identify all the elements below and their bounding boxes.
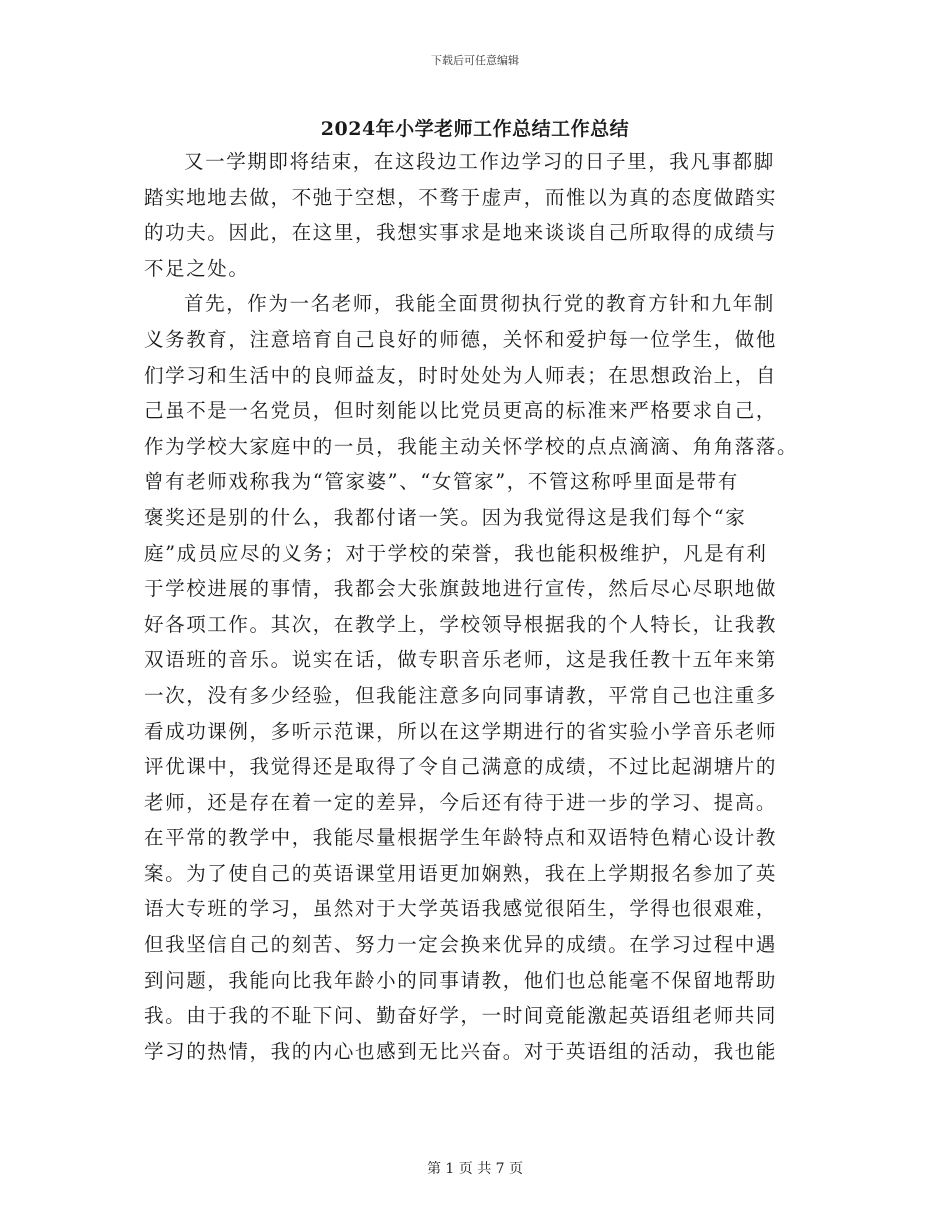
body-line: 义务教育，注意培育自己良好的师德，关怀和爱护每一位学生，做他 — [144, 327, 778, 351]
body-line: 学习的热情，我的内心也感到无比兴奋。对于英语组的活动，我也能 — [144, 1039, 778, 1063]
body-line: 曾有老师戏称我为“管家婆”、“女管家”，不管这称呼里面是带有 — [144, 470, 739, 494]
body-line: 案。为了使自己的英语课堂用语更加娴熟，我在上学期报名参加了英 — [144, 861, 778, 885]
document-body — [144, 144, 804, 1069]
body-line: 老师，还是存在着一定的差异，今后还有待于进一步的学习、提高。 — [144, 790, 778, 814]
body-line: 又一学期即将结束，在这段边工作边学习的日子里，我凡事都脚 — [184, 150, 775, 173]
body-line: 不足之处。 — [144, 256, 250, 280]
body-line: 庭”成员应尽的义务；对于学校的荣誉，我也能积极维护，凡是有利 — [144, 541, 768, 565]
body-line: 踏实地地去做，不弛于空想，不骛于虚声，而惟以为真的态度做踏实 — [144, 185, 778, 209]
body-line: 语大专班的学习，虽然对于大学英语我感觉很陌生，学得也很艰难， — [144, 897, 778, 921]
body-line: 的功夫。因此，在这里，我想实事求是地来谈谈自己所取得的成绩与 — [144, 221, 778, 245]
body-line: 好各项工作。其次，在教学上，学校领导根据我的个人特长，让我教 — [144, 612, 778, 636]
body-line: 在平常的教学中，我能尽量根据学生年龄特点和双语特色精心设计教 — [144, 826, 778, 850]
body-line: 于学校进展的事情，我都会大张旗鼓地进行宣传，然后尽心尽职地做 — [144, 577, 778, 601]
body-line: 看成功课例，多听示范课，所以在这学期进行的省实验小学音乐老师 — [144, 719, 778, 743]
body-line: 评优课中，我觉得还是取得了令自己满意的成绩，不过比起湖塘片的 — [144, 755, 778, 779]
body-line: 一次，没有多少经验，但我能注意多向同事请教，平常自己也注重多 — [144, 683, 778, 707]
body-line: 我。由于我的不耻下问、勤奋好学，一时间竟能激起英语组老师共同 — [144, 1004, 778, 1028]
body-line: 褒奖还是别的什么，我都付诸一笑。因为我觉得这是我们每个“家 — [144, 505, 747, 529]
body-line: 作为学校大家庭中的一员，我能主动关怀学校的点点滴滴、角角落落。 — [144, 434, 799, 458]
body-line: 到问题，我能向比我年龄小的同事请教，他们也总能毫不保留地帮助 — [144, 968, 778, 992]
document-title: 2024年小学老师工作总结工作总结 — [320, 118, 630, 140]
body-line: 但我坚信自己的刻苦、努力一定会换来优异的成绩。在学习过程中遇 — [144, 933, 778, 957]
page-number-footer: 第 1 页 共 7 页 — [426, 1161, 524, 1177]
body-line: 首先，作为一名老师，我能全面贯彻执行党的教育方针和九年制 — [184, 292, 775, 316]
page-header-note: 下载后可任意编辑 — [431, 54, 519, 67]
body-line: 双语班的音乐。说实在话，做专职音乐老师，这是我任教十五年来第 — [144, 648, 778, 672]
body-line: 己虽不是一名党员，但时刻能以比党员更高的标准来严格要求自己， — [144, 399, 778, 423]
body-line: 们学习和生活中的良师益友，时时处处为人师表；在思想政治上，自 — [144, 363, 778, 387]
